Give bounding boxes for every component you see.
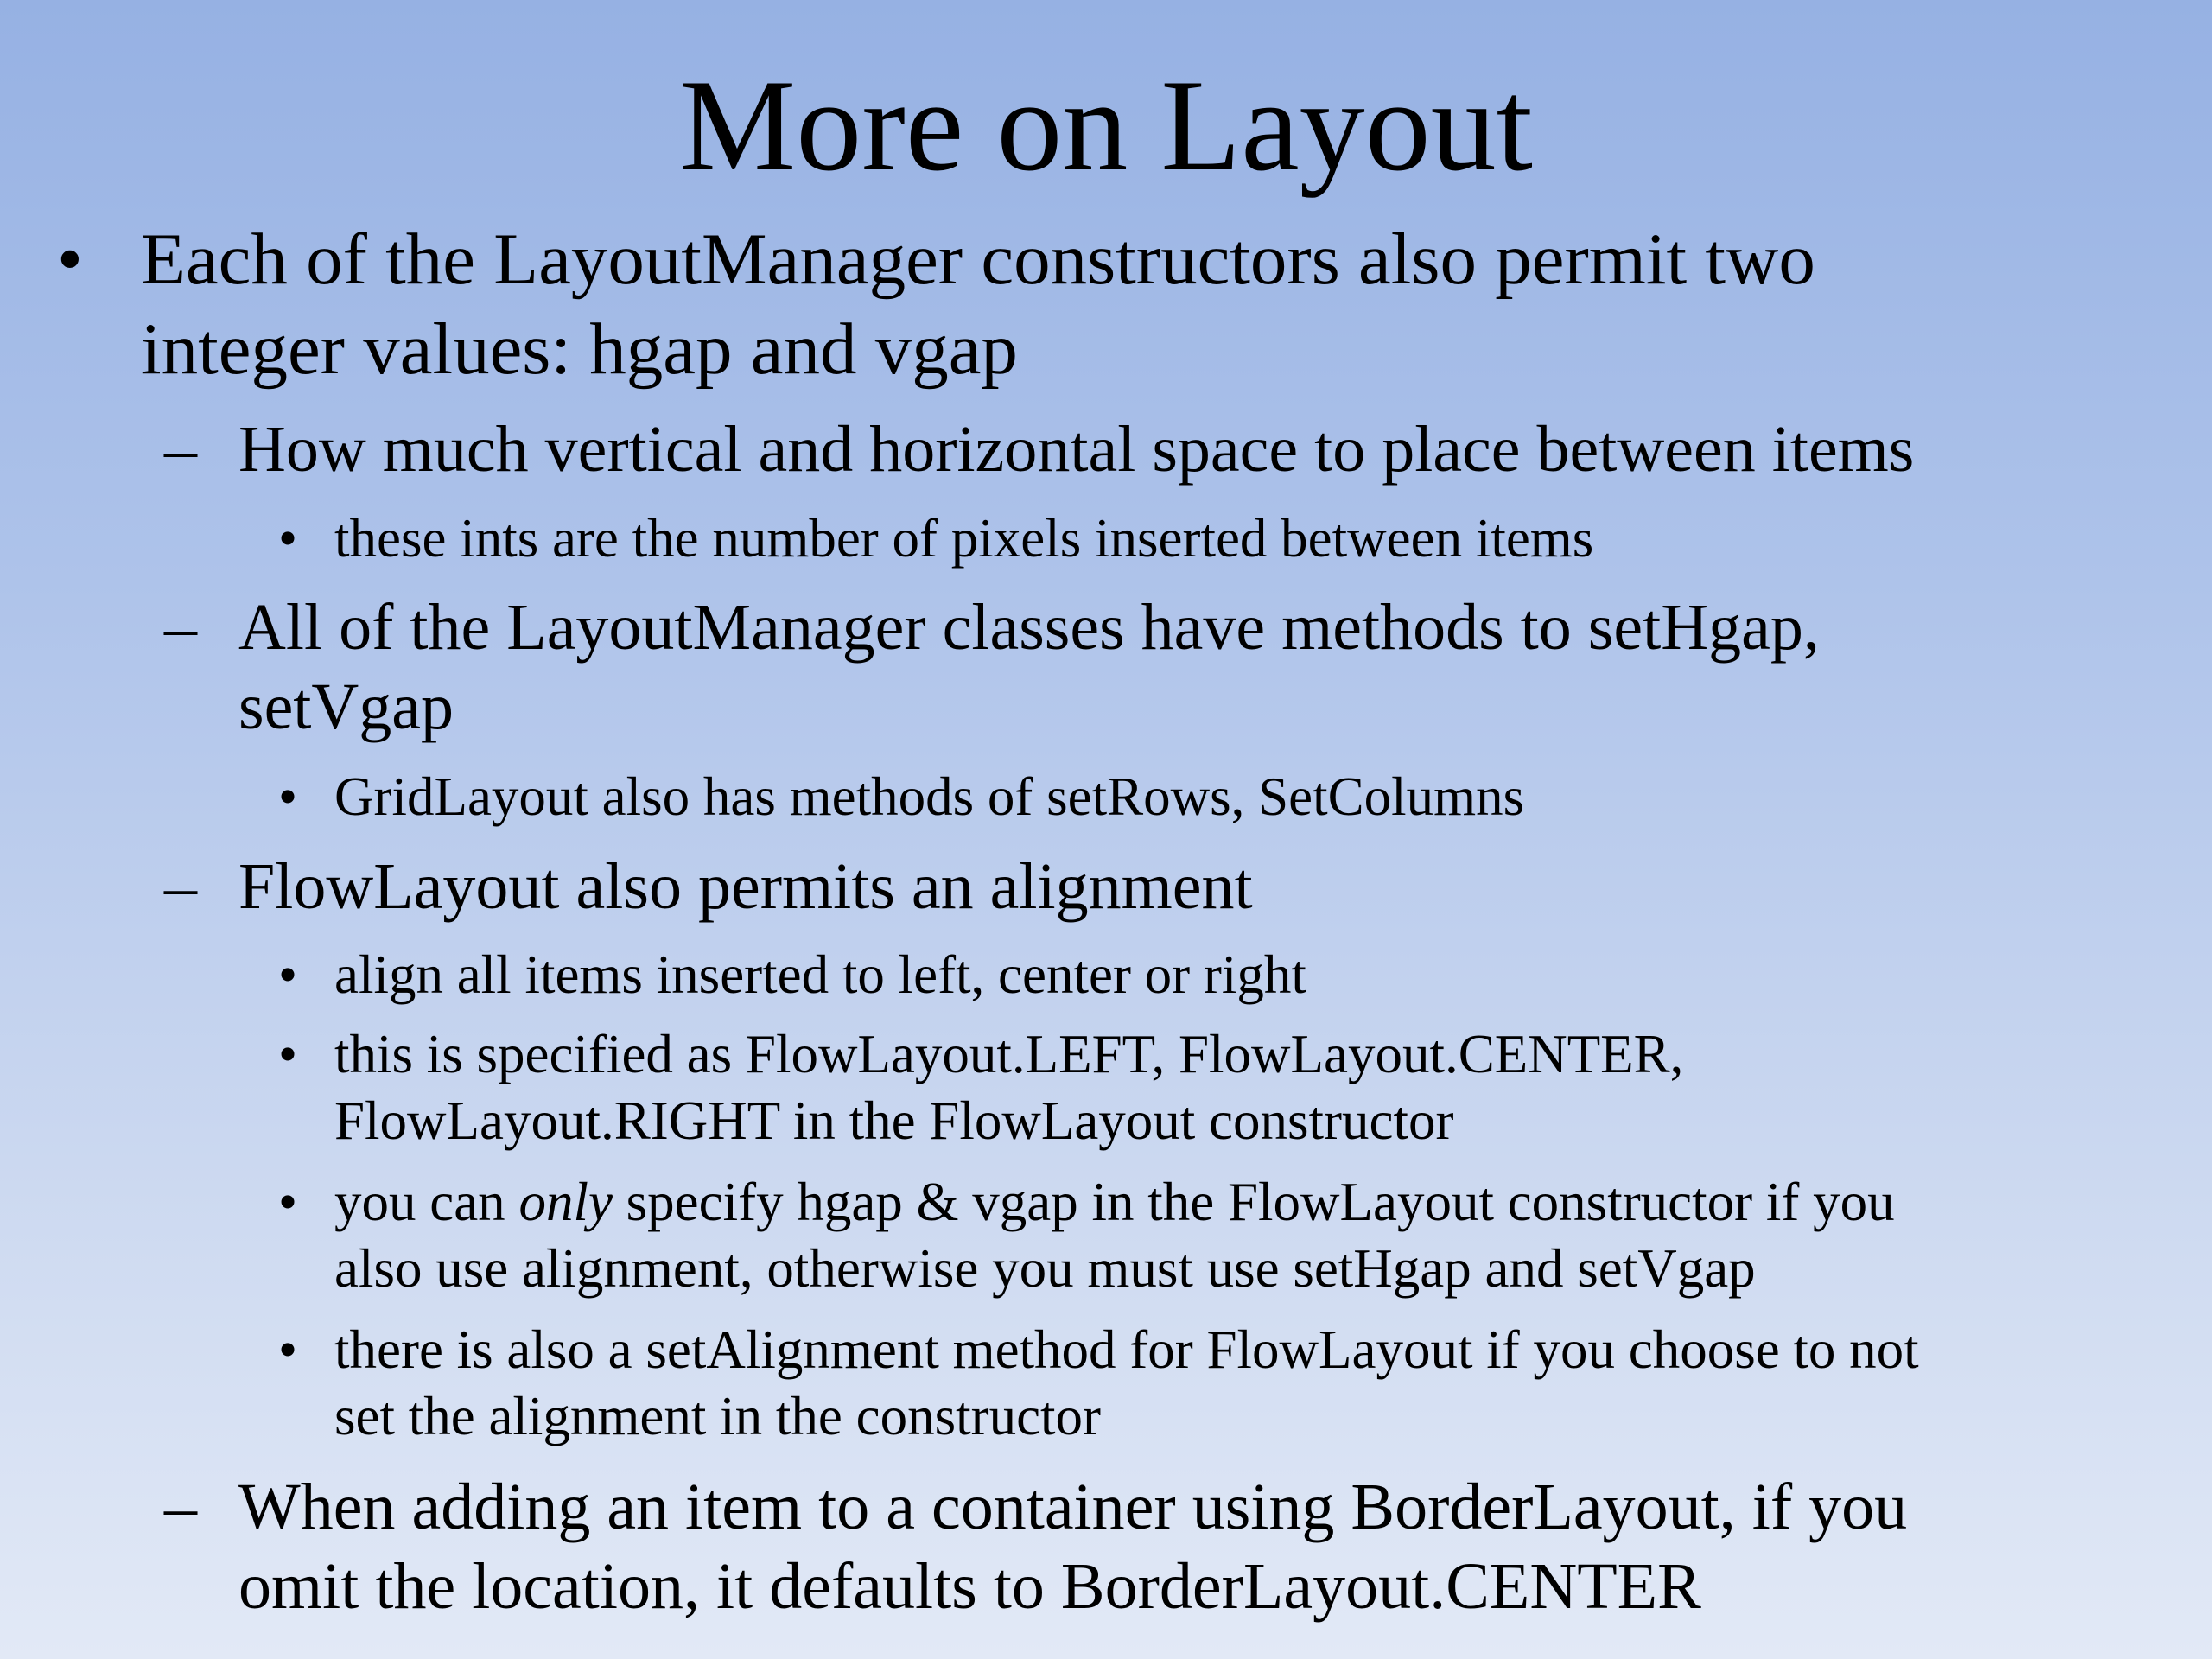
dash-marker: –: [164, 1471, 197, 1543]
dash-item: [0, 410, 2212, 489]
sub-bullet-item: [0, 1021, 2212, 1088]
sub-bullet-text-line: FlowLayout.RIGHT in the FlowLayout constructor: [334, 1090, 1454, 1151]
sub-bullet-item-continuation: [0, 1236, 2212, 1302]
dash-marker: –: [164, 591, 197, 664]
sub-bullet-marker: •: [278, 1319, 298, 1380]
dash-marker: –: [164, 413, 197, 486]
sub-bullet-item-continuation: [0, 1383, 2212, 1450]
bullet-text-line: integer values: hgap and vgap: [141, 308, 1018, 390]
dash-text-line: omit the location, it defaults to BorderLayout.CENTER: [238, 1550, 1701, 1623]
sub-bullet-text-line: align all items inserted to left, center or right: [334, 944, 1306, 1005]
dash-text-line: setVgap: [238, 671, 454, 743]
sub-bullet-item: [0, 1169, 2212, 1236]
dash-marker: –: [164, 850, 197, 923]
sub-bullet-marker: •: [278, 1024, 298, 1084]
sub-bullet-text-line: there is also a setAlignment method for FlowLayout if you choose to not: [334, 1319, 1919, 1380]
dash-text-line: All of the LayoutManager classes have methods to setHgap,: [238, 591, 1820, 664]
dash-item: [0, 847, 2212, 926]
sub-bullet-item: [0, 505, 2212, 572]
sub-bullet-text-line: [334, 1169, 1895, 1236]
dash-item: [0, 1467, 2212, 1547]
dash-text-line: FlowLayout also permits an alignment: [238, 850, 1253, 923]
dash-text-line: When adding an item to a container using BorderLayout, if you: [238, 1471, 1908, 1543]
text-run: specify hgap & vgap in the FlowLayout constructor if you: [612, 1172, 1895, 1232]
sub-bullet-marker: •: [278, 766, 298, 827]
dash-item-continuation: [0, 1547, 2212, 1626]
bullet-text-line: Each of the LayoutManager constructors also permit two: [141, 219, 1815, 300]
sub-bullet-text-line: these ints are the number of pixels inserted between items: [334, 508, 1594, 569]
bullet-marker: •: [57, 219, 83, 300]
slide-title: More on Layout: [679, 53, 1533, 198]
sub-bullet-marker: •: [278, 508, 298, 569]
sub-bullet-marker: •: [278, 1172, 298, 1232]
sub-bullet-text-line: this is specified as FlowLayout.LEFT, FlowLayout.CENTER,: [334, 1024, 1684, 1084]
sub-bullet-marker: •: [278, 944, 298, 1005]
sub-bullet-item-continuation: [0, 1088, 2212, 1154]
dash-text-line: How much vertical and horizontal space to place between items: [238, 413, 1915, 486]
bullet-level1-continuation: [0, 304, 2212, 394]
sub-bullet-item: [0, 942, 2212, 1008]
dash-item-continuation: [0, 667, 2212, 747]
sub-bullet-item: [0, 1317, 2212, 1383]
sub-bullet-text-line: set the alignment in the constructor: [334, 1386, 1102, 1446]
bullet-level1: [0, 214, 2212, 304]
sub-bullet-text-line: also use alignment, otherwise you must use setHgap and setVgap: [334, 1238, 1756, 1299]
sub-bullet-item: [0, 764, 2212, 830]
sub-bullet-text-line: GridLayout also has methods of setRows, SetColumns: [334, 766, 1525, 827]
dash-item: [0, 588, 2212, 667]
emphasis-text: only: [518, 1172, 613, 1232]
text-run: you can: [334, 1172, 519, 1232]
